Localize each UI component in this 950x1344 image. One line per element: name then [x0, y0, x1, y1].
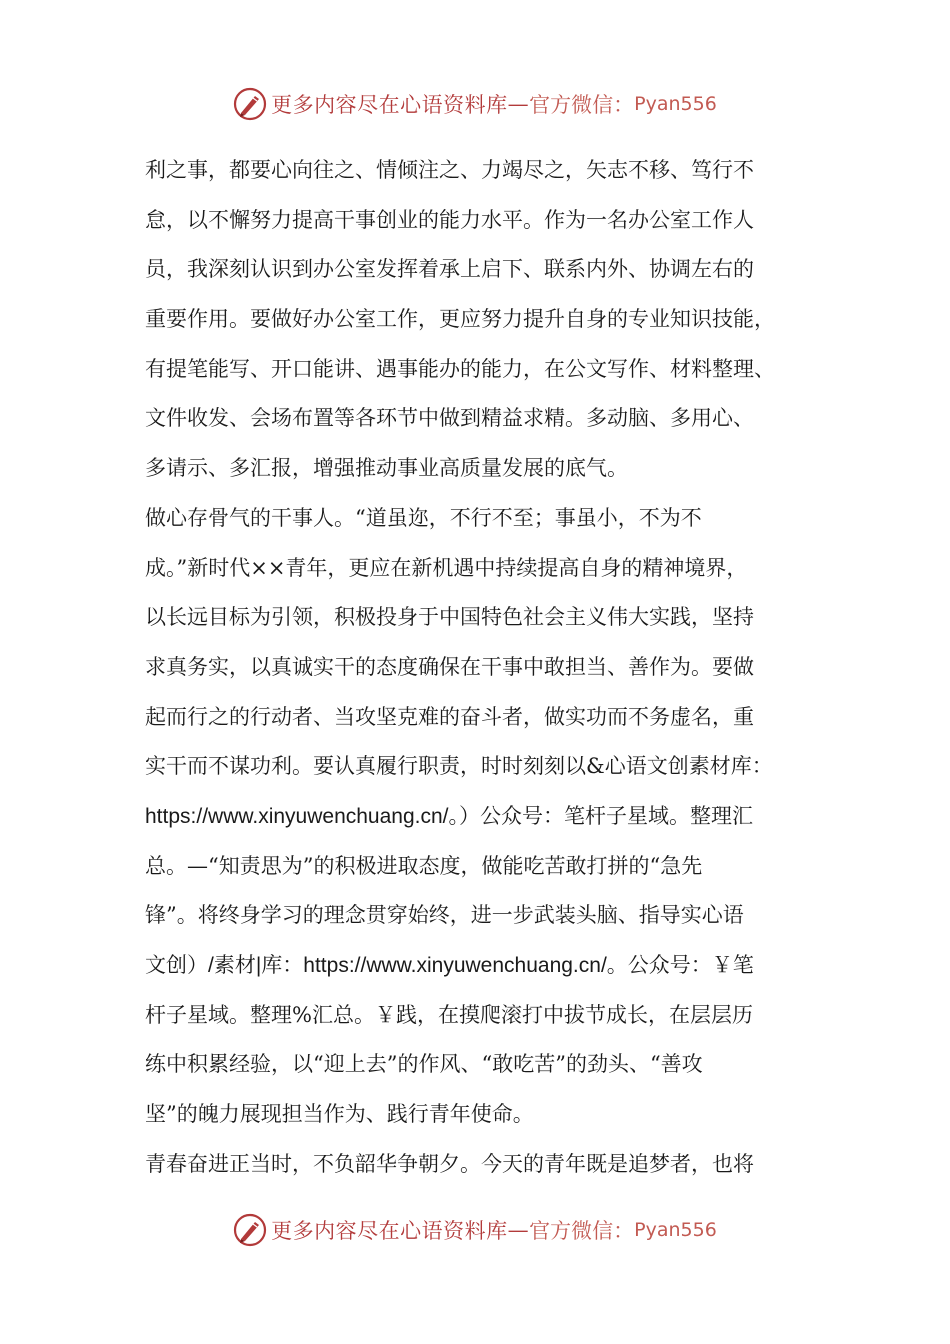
text-line: 有提笔能写、开口能讲、遇事能办的能力，在公文写作、材料整理、: [145, 356, 775, 381]
header-banner: [0, 82, 950, 126]
text-line: 起而行之的行动者、当攻坚克难的奋斗者，做实功而不务虚名，重: [145, 704, 754, 729]
text-line: 员，我深刻认识到办公室发挥着承上启下、联系内外、协调左右的: [145, 257, 754, 282]
pen-logo-icon: [233, 87, 267, 121]
banner-wechat-label: 官方微信：: [529, 93, 635, 117]
text-line: 怠，以不懈努力提高干事创业的能力水平。作为一名办公室工作人: [145, 207, 754, 232]
text-line: 文创）/素材|库：https://www.xinyuwenchuang.cn/。公众号：￥笔: [145, 954, 754, 977]
text-line: 做心存骨气的干事人。“道虽迩，不行不至；事虽小，不为不: [145, 505, 702, 530]
banner-wechat-id: Pyan556: [634, 93, 717, 115]
text-line: 实干而不谋功利。要认真履行职责，时时刻刻以&心语文创素材库：: [145, 754, 773, 779]
text-line: 青春奋进正当时，不负韶华争朝夕。今天的青年既是追梦者，也将: [145, 1151, 754, 1176]
pen-logo-icon: [233, 1213, 267, 1247]
text-line: 练中积累经验，以“迎上去”的作风、“敢吃苦”的劲头、“善攻: [145, 1052, 703, 1077]
text-line: 杆子星域。整理%汇总。￥践，在摸爬滚打中拔节成长，在层层历: [145, 1002, 753, 1027]
banner-text: 更多内容尽在心语资料库: [271, 93, 508, 117]
banner-dash: —: [507, 92, 530, 116]
footer-banner: [0, 1208, 950, 1252]
text-line: 总。—“知责思为”的积极进取态度，做能吃苦敢打拼的“急先: [145, 853, 703, 878]
text-line: 利之事，都要心向往之、情倾注之、力竭尽之，矢志不移、笃行不: [145, 158, 754, 182]
banner-dash: —: [507, 1218, 530, 1242]
text-line: https://www.xinyuwenchuang.cn/。）公众号：笔杆子星域。整理汇: [145, 804, 753, 828]
text-line: 多请示、多汇报，增强推动事业高质量发展的底气。: [145, 456, 628, 481]
banner-wechat-id: Pyan556: [634, 1219, 717, 1241]
document-body: [145, 146, 825, 1189]
text-line: 成。”新时代××青年，更应在新机遇中持续提高自身的精神境界，: [145, 555, 748, 580]
banner-text: 更多内容尽在心语资料库: [271, 1219, 508, 1243]
banner-wechat-label: 官方微信：: [529, 1219, 635, 1243]
text-line: 重要作用。要做好办公室工作，更应努力提升自身的专业知识技能，: [145, 307, 775, 332]
text-line: 求真务实，以真诚实干的态度确保在干事中敢担当、善作为。要做: [145, 654, 754, 679]
text-line: 坚”的魄力展现担当作为、践行青年使命。: [145, 1102, 534, 1127]
text-line: 以长远目标为引领，积极投身于中国特色社会主义伟大实践，坚持: [145, 605, 754, 630]
text-line: 文件收发、会场布置等各环节中做到精益求精。多动脑、多用心、: [145, 406, 754, 431]
text-line: 锋”。将终身学习的理念贯穿始终，进一步武装头脑、指导实心语: [145, 903, 744, 928]
